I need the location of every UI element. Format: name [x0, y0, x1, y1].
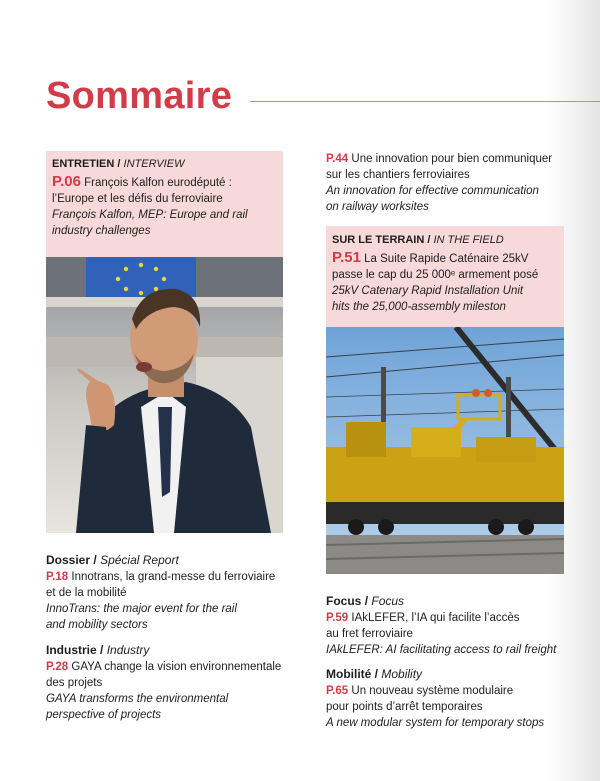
interview-section-heading: ENTRETIEN / INTERVIEW — [52, 158, 185, 170]
mobilite-entry: P.65 Un nouveau système modulaire pour points d’arrêt temporaires A new modular system for temporary stops — [326, 685, 545, 729]
mobilite-section-heading: Mobilité / Mobility — [326, 667, 423, 681]
industrie-section-heading: Industrie / Industry — [46, 643, 150, 657]
page-number: P.65 — [326, 685, 349, 697]
interview-box[interactable] — [46, 151, 283, 257]
field-section-heading: SUR LE TERRAIN / IN THE FIELD — [332, 234, 504, 246]
field-entry: P.51 La Suite Rapide Caténaire 25kV passe le cap du 25 000ᵉ armement posé 25kV Catenary Rapid Installation Unit hits the 25,000-assembly mileston — [332, 249, 539, 313]
page-number: P.59 — [326, 612, 349, 624]
field-box[interactable] — [326, 226, 564, 327]
focus-block[interactable] — [326, 594, 586, 658]
innovation-entry: P.44 Une innovation pour bien communiquer sur les chantiers ferroviaires An innovation for effective communication on railway worksites — [326, 153, 553, 213]
interview-photo — [46, 257, 283, 533]
page-title: Sommaire — [46, 75, 233, 117]
dossier-section-heading: Dossier / Spécial Report — [46, 553, 179, 567]
page-number: P.51 — [332, 249, 361, 266]
innovation-block[interactable] — [326, 151, 576, 215]
catenary-machine-illustration — [326, 327, 564, 574]
focus-section-heading: Focus / Focus — [326, 594, 405, 608]
page-number: P.28 — [46, 661, 69, 673]
page-number: P.06 — [52, 173, 81, 190]
dossier-block[interactable] — [46, 553, 296, 633]
mobilite-block[interactable] — [326, 667, 586, 731]
focus-entry: P.59 IAkLEFER, l’IA qui facilite l’accès au fret ferroviaire IAkLEFER: AI facilitating access to rail freight — [326, 612, 557, 656]
title-divider — [250, 101, 600, 102]
industrie-block[interactable] — [46, 643, 296, 723]
page-number: P.18 — [46, 571, 69, 583]
field-photo — [326, 327, 564, 574]
portrait-illustration — [46, 257, 283, 533]
dossier-entry: P.18 Innotrans, la grand-messe du ferroviaire et de la mobilité InnoTrans: the major event for the rail and mobility sectors — [46, 571, 276, 631]
interview-entry: P.06 François Kalfon eurodéputé : l’Europe et les défis du ferroviaire François Kalfon, MEP: Europe and rail industry challenges — [52, 173, 248, 237]
page-number: P.44 — [326, 153, 349, 165]
industrie-entry: P.28 GAYA change la vision environnementale des projets GAYA transforms the environmental perspective of projects — [46, 661, 282, 721]
